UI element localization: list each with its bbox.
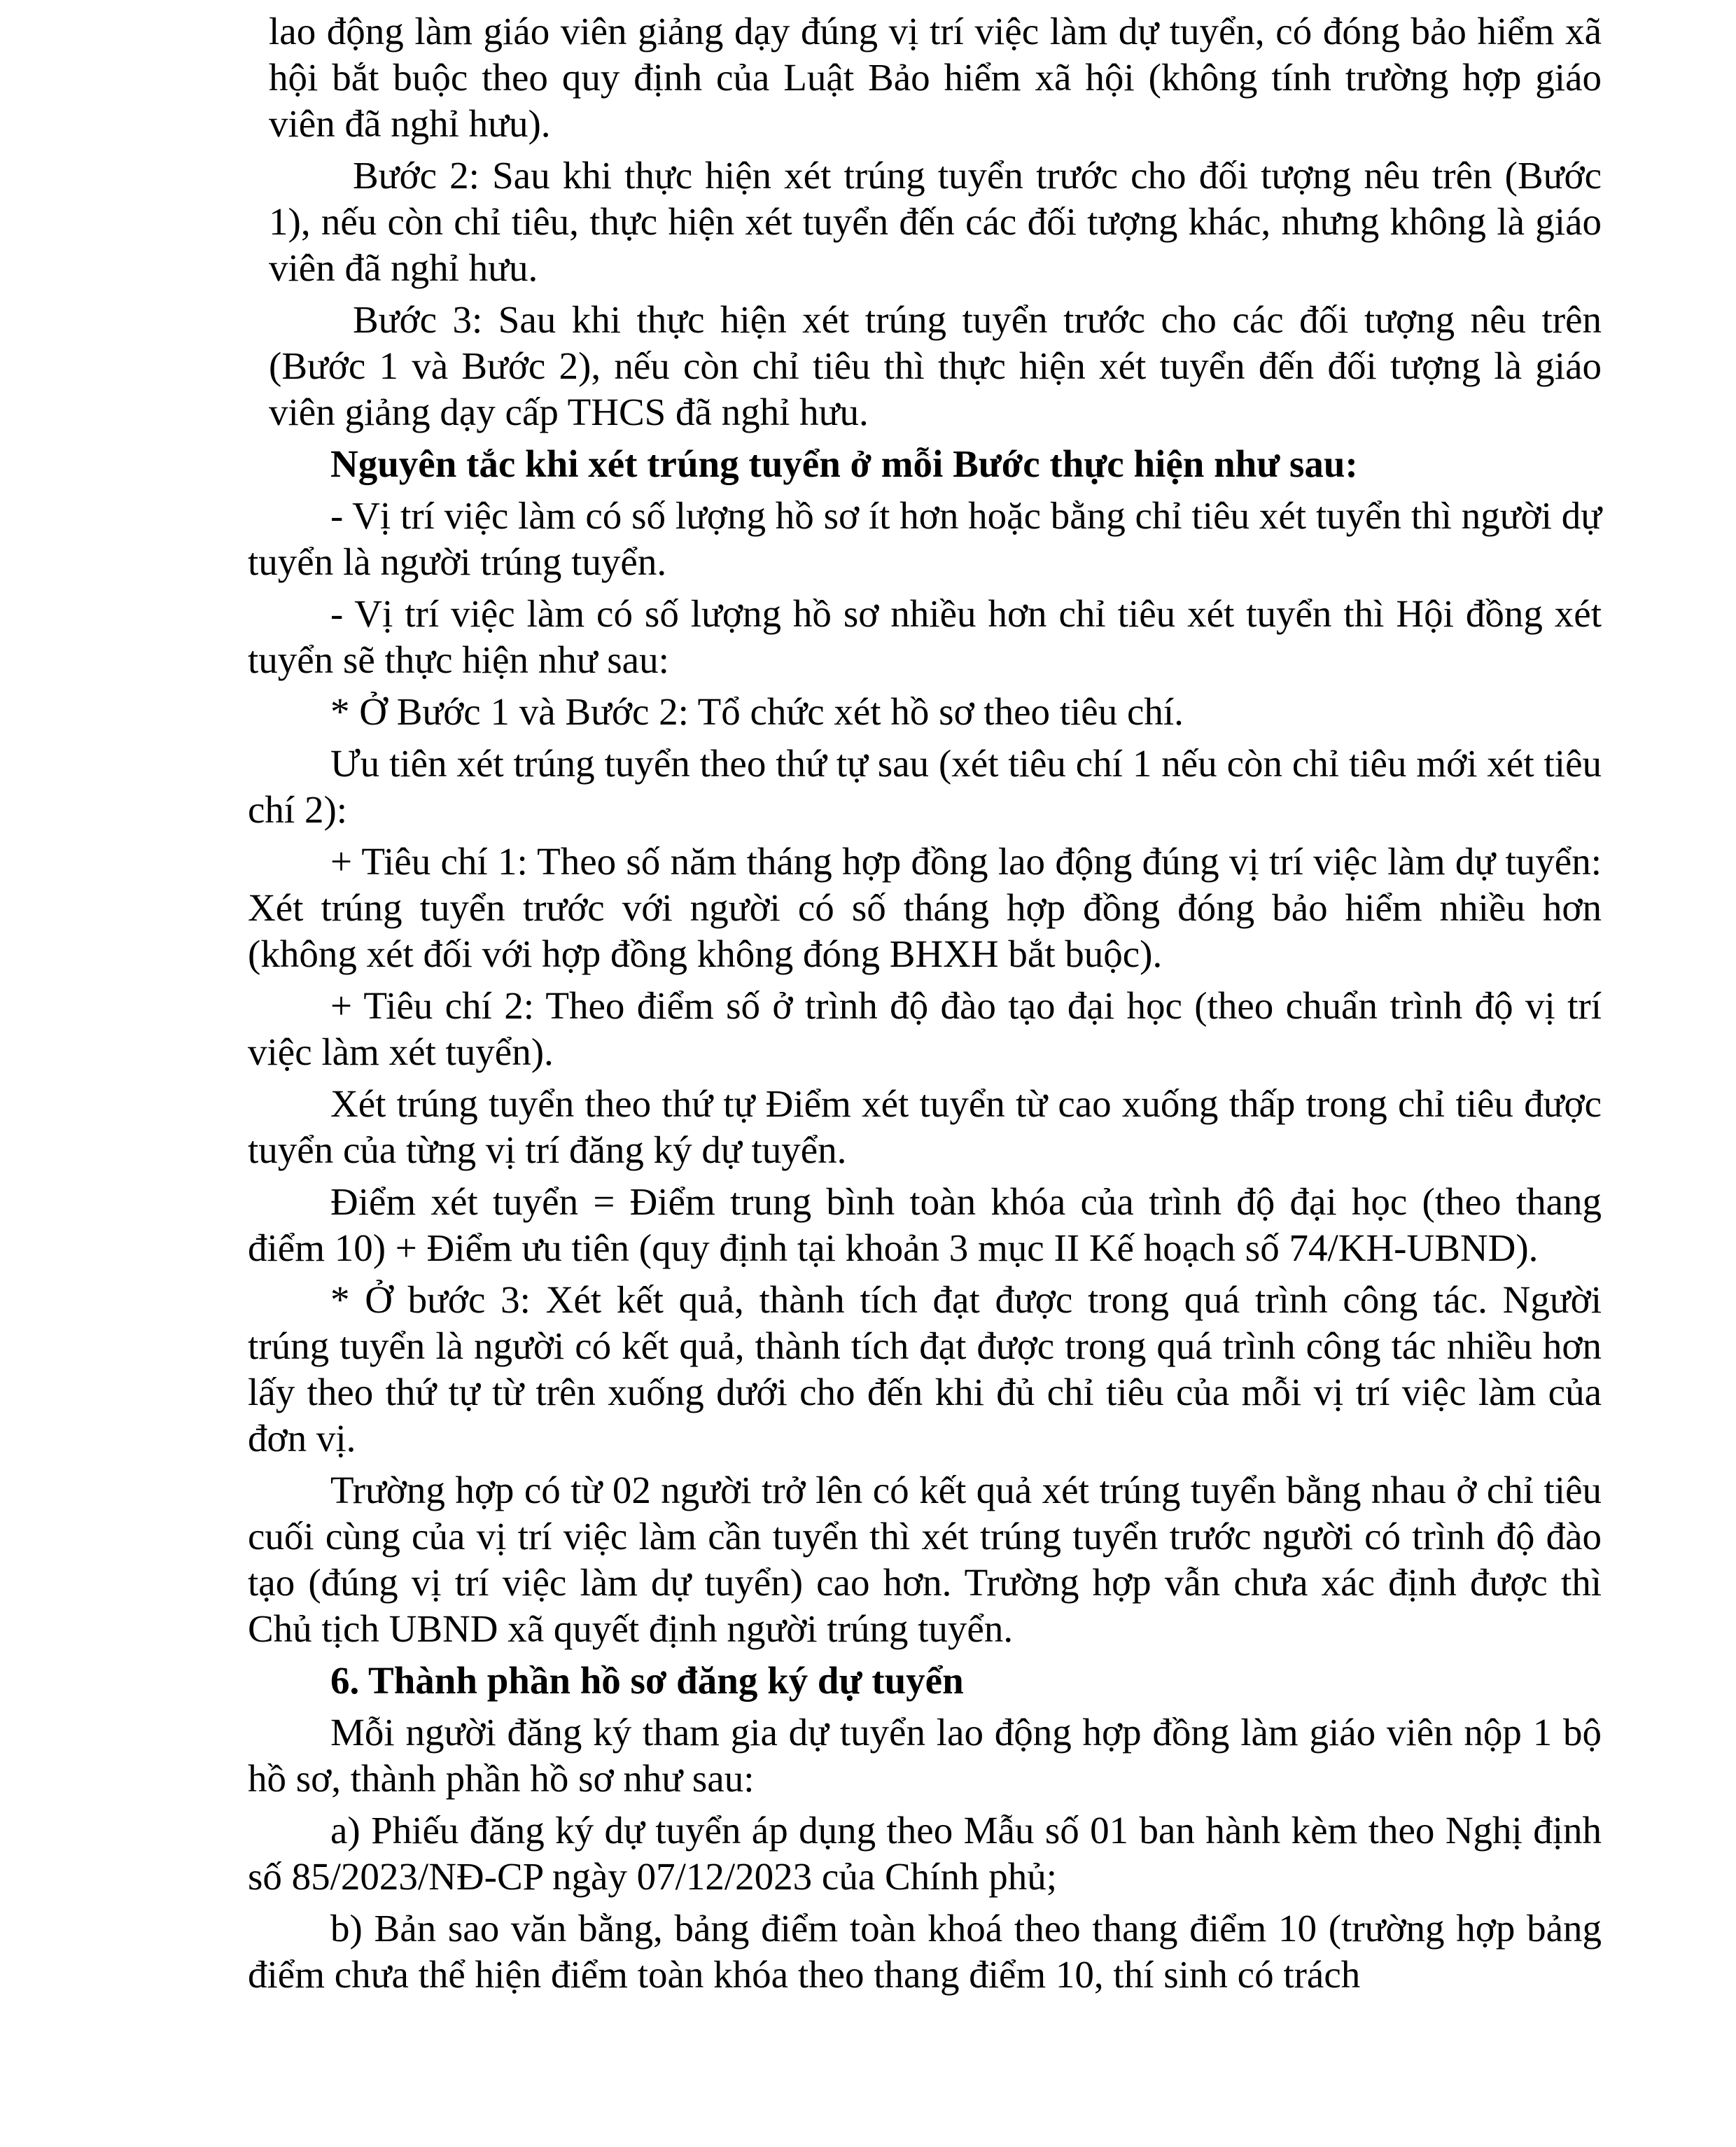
paragraph-ranking: Xét trúng tuyển theo thứ tự Điểm xét tuyển từ cao xuống thấp trong chỉ tiêu được tuyển của từng vị trí đăng ký dự tuyển. — [248, 1082, 1602, 1171]
paragraph-score-formula: Điểm xét tuyển = Điểm trung bình toàn khóa của trình độ đại học (theo thang điểm 10) + Điểm ưu tiên (quy định tại khoản 3 mục II Kế hoạch số 74/KH-UBND). — [248, 1180, 1602, 1269]
document-body — [248, 8, 1602, 2003]
paragraph-dossier-intro: Mỗi người đăng ký tham gia dự tuyển lao động hợp đồng làm giáo viên nộp 1 bộ hồ sơ, thành phần hồ sơ như sau: — [248, 1711, 1602, 1800]
paragraph-item-a: a) Phiếu đăng ký dự tuyển áp dụng theo Mẫu số 01 ban hành kèm theo Nghị định số 85/2023/NĐ-CP ngày 07/12/2023 của Chính phủ; — [248, 1809, 1602, 1898]
paragraph-step3: Bước 3: Sau khi thực hiện xét trúng tuyển trước cho các đối tượng nêu trên (Bước 1 và Bước 2), nếu còn chỉ tiêu thì thực hiện xét tuyển đến đối tượng là giáo viên giảng dạy cấp THCS đã nghỉ hưu. — [269, 298, 1602, 433]
paragraph-step1-2-criteria: * Ở Bước 1 và Bước 2: Tổ chức xét hồ sơ theo tiêu chí. — [330, 690, 1184, 733]
paragraph-tie-break: Trường hợp có từ 02 người trở lên có kết quả xét trúng tuyển bằng nhau ở chỉ tiêu cuối cùng của vị trí việc làm cần tuyển thì xét trúng tuyển trước người có trình độ đào tạo (đúng vị trí việc làm dự tuyển) cao hơn. Trường hợp vẫn chưa xác định được thì Chủ tịch UBND xã quyết định người trúng tuyển. — [248, 1469, 1602, 1650]
paragraph-criterion-2: + Tiêu chí 2: Theo điểm số ở trình độ đào tạo đại học (theo chuẩn trình độ vị trí việc làm xét tuyển). — [248, 984, 1602, 1073]
paragraph-dash-1: - Vị trí việc làm có số lượng hồ sơ ít hơn hoặc bằng chỉ tiêu xét tuyển thì người dự tuyển là người trúng tuyển. — [248, 494, 1602, 583]
paragraph-priority-order: Ưu tiên xét trúng tuyển theo thứ tự sau (xét tiêu chí 1 nếu còn chỉ tiêu mới xét tiêu chí 2): — [248, 742, 1602, 831]
paragraph-step2: Bước 2: Sau khi thực hiện xét trúng tuyển trước cho đối tượng nêu trên (Bước 1), nếu còn chỉ tiêu, thực hiện xét tuyển đến các đối tượng khác, nhưng không là giáo viên đã nghỉ hưu. — [269, 154, 1602, 289]
paragraph-step1-continuation: lao động làm giáo viên giảng dạy đúng vị trí việc làm dự tuyển, có đóng bảo hiểm xã hội bắt buộc theo quy định của Luật Bảo hiểm xã hội (không tính trường hợp giáo viên đã nghỉ hưu). — [269, 10, 1602, 145]
paragraph-criterion-1: + Tiêu chí 1: Theo số năm tháng hợp đồng lao động đúng vị trí việc làm dự tuyển: Xét trúng tuyển trước với người có số tháng hợp đồng đóng bảo hiểm nhiều hơn (không xét đối với hợp đồng không đóng BHXH bắt buộc). — [248, 840, 1602, 975]
paragraph-dash-2: - Vị trí việc làm có số lượng hồ sơ nhiều hơn chỉ tiêu xét tuyển thì Hội đồng xét tuyển sẽ thực hiện như sau: — [248, 592, 1602, 681]
paragraph-step3-evaluation: * Ở bước 3: Xét kết quả, thành tích đạt được trong quá trình công tác. Người trúng tuyển là người có kết quả, thành tích đạt được trong quá trình công tác nhiều hơn lấy theo thứ tự từ trên xuống dưới cho đến khi đủ chỉ tiêu của mỗi vị trí việc làm của đơn vị. — [248, 1278, 1602, 1460]
section-6-heading: 6. Thành phần hồ sơ đăng ký dự tuyển — [330, 1659, 964, 1702]
principle-heading: Nguyên tắc khi xét trúng tuyển ở mỗi Bước thực hiện như sau: — [330, 442, 1358, 485]
paragraph-item-b: b) Bản sao văn bằng, bảng điểm toàn khoá theo thang điểm 10 (trường hợp bảng điểm chưa thể hiện điểm toàn khóa theo thang điểm 10, thí sinh có trách — [248, 1907, 1602, 1996]
